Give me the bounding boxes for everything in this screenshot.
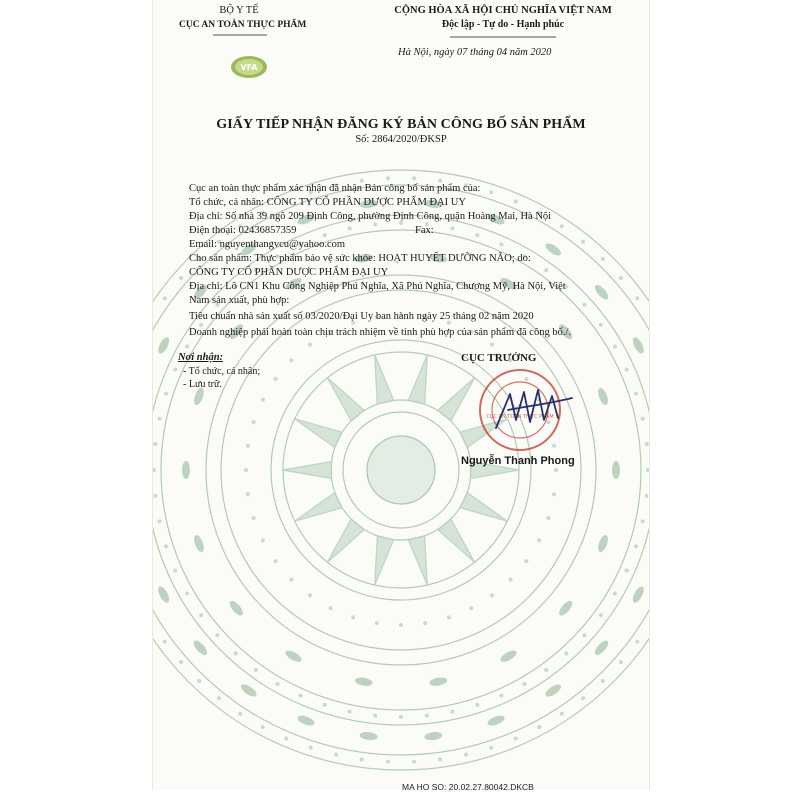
body-line-2: Tổ chức, cá nhân: CÔNG TY CỔ PHẦN DƯỢC PHẨM ĐẠI UY bbox=[189, 197, 466, 208]
recipient-item: - Lưu trữ. bbox=[183, 379, 222, 390]
body-line-3: Địa chỉ: Số nhà 39 ngõ 209 Định Công, phường Định Công, quận Hoàng Mai, Hà Nội bbox=[189, 211, 552, 222]
body-line-1: Cục an toàn thực phẩm xác nhận đã nhận Bản công bố sản phẩm của: bbox=[189, 183, 481, 194]
handwritten-signature bbox=[488, 380, 578, 440]
motto-underline bbox=[450, 36, 556, 38]
svg-text:★: ★ bbox=[517, 403, 523, 410]
body-line-9: Nam sản xuất, phù hợp: bbox=[189, 295, 290, 306]
document-title: GIẤY TIẾP NHẬN ĐĂNG KÝ BẢN CÔNG BỐ SẢN PHẨM bbox=[216, 117, 586, 132]
vfa-logo-text: VFA bbox=[240, 63, 258, 72]
ministry-name: BỘ Y TẾ bbox=[219, 5, 259, 16]
body-line-10: Tiêu chuẩn nhà sản xuất số 03/2020/Đại Uy ban hành ngày 25 tháng 02 năm 2020 bbox=[189, 311, 534, 322]
issue-date: Hà Nội, ngày 07 tháng 04 năm 2020 bbox=[398, 47, 552, 58]
dossier-code: MA HO SO: 20.02.27.80042.DKCB bbox=[402, 782, 534, 792]
national-motto: Độc lập - Tự do - Hạnh phúc bbox=[441, 19, 565, 30]
vfa-logo-icon bbox=[230, 55, 268, 79]
country-name: CỘNG HÒA XÃ HỘI CHỦ NGHĨA VIỆT NAM bbox=[394, 5, 612, 16]
body-line-6: Cho sản phẩm: Thực phẩm bảo vệ sức khỏe: HOẠT HUYẾT DƯỠNG NÃO; do: bbox=[189, 253, 531, 264]
signatory-name: Nguyễn Thanh Phong bbox=[461, 455, 575, 467]
body-line-7: CÔNG TY CỔ PHẦN DƯỢC PHẨM ĐẠI UY bbox=[189, 267, 389, 278]
stamp-text: CỤC AN TOÀN THỰC PHẨM bbox=[486, 414, 554, 420]
body-line-8: Địa chỉ: Lô CN1 Khu Công Nghiệp Phú Nghĩa, Xã Phú Nghĩa, Chương Mỹ, Hà Nội, Việt bbox=[189, 281, 566, 292]
body-line-5: Email: nguyenthangvcu@yahoo.com bbox=[189, 239, 346, 250]
document-number: Số: 2864/2020/ĐKSP bbox=[355, 134, 447, 145]
ministry-header bbox=[179, 4, 307, 32]
recipients-heading: Nơi nhận: bbox=[178, 352, 224, 363]
certificate-page bbox=[152, 0, 650, 790]
body-line-11: Doanh nghiệp phải hoàn toàn chịu trách nhiệm về tính phù hợp của sản phẩm đã công bố./. bbox=[189, 327, 571, 338]
national-header bbox=[353, 4, 650, 32]
recipient-item: - Tổ chức, cá nhân; bbox=[183, 366, 261, 377]
signatory-title: CỤC TRƯỞNG bbox=[461, 352, 537, 364]
department-name: CỤC AN TOÀN THỰC PHẨM bbox=[179, 20, 307, 30]
dept-underline bbox=[213, 34, 267, 36]
body-line-4: Điện thoại: 02436857359 bbox=[189, 225, 297, 236]
fax-label: Fax: bbox=[415, 225, 434, 236]
